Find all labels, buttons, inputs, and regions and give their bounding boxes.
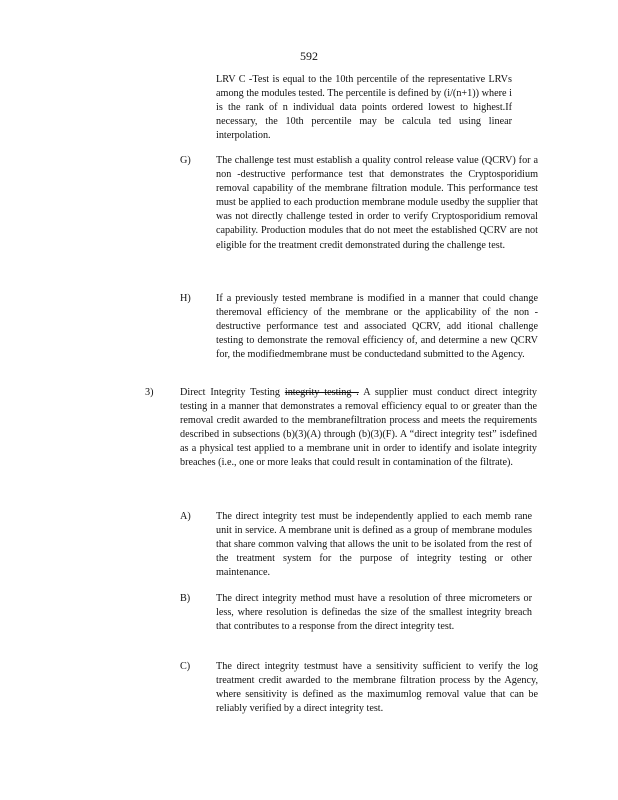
item-c-label: C) <box>180 661 191 672</box>
section-3-paragraph <box>180 386 537 471</box>
item-a-text: The direct integrity test must be independently applied to each memb rane unit in service. A membrane unit is defined as a group of membrane modules that share common valving that allows the unit to be isolated from the rest of the treatment system for the purpose of integrity testing or other maintenance. <box>216 511 532 579</box>
item-b-label: B) <box>180 593 191 604</box>
item-h-text: If a previously tested membrane is modified in a manner that could change theremoval efficiency of the membrane or the applicability of the non -destructive performance test and associated QCRV, add itional challenge testing to demonstrate the removal efficiency of, and determine a new QCRV for, the modifiedmembrane must be conductedand submitted to the Agency. <box>216 293 538 361</box>
item-h-label: H) <box>180 293 191 304</box>
item-a-label: A) <box>180 511 191 522</box>
page-number: 592 <box>300 49 318 63</box>
item-c-text: The direct integrity testmust have a sensitivity sufficient to verify the log treatment credit awarded to the membrane filtration process by the Agency, where sensitivity is defined as the maximumlog removal value that can be reliably verified by a direct integrity test. <box>216 661 538 715</box>
section-3-heading: Direct Integrity Testing <box>180 387 280 398</box>
section-3-struck-text: integrity testing . <box>284 387 359 398</box>
item-f-continuation-text: LRV C -Test is equal to the 10th percentile of the representative LRVs among the modules tested. The percentile is defined by (i/(n+1)) where i is the rank of n individual data points ordered lowest to highest.If necessary, the 10th percentile may be calcula ted using linear interpolation. <box>216 74 512 142</box>
section-3-text: A supplier must conduct direct integrity testing in a manner that demonstrates a removal efficiency equal to or greater than the removal credit awarded to the membranefiltration process and meets the requirements described in subsections (b)(3)(A) through (b)(3)(F). A “direct integrity test” isdefined as a physical test applied to a membrane unit in order to identify and isolate integrity breaches (i.e., one or more leaks that could result in contamination of the filtrate). <box>180 387 537 469</box>
item-g-label: G) <box>180 155 191 166</box>
item-g-text: The challenge test must establish a quality control release value (QCRV) for a non -destructive performance test that demonstrates the Cryptosporidium removal capability of the membrane filtration module. This performance test must be applied to each production membrane module usedby the supplier that was not directly challenge tested in order to verify Cryptosporidium removal capability. Production modules that do not meet the established QCRV are not eligible for the treatment credit demonstrated during the challenge test. <box>216 155 538 251</box>
item-b-text: The direct integrity method must have a resolution of three micrometers or less, where resolution is definedas the size of the smallest integrity breach that contributes to a response from the direct integrity test. <box>216 593 532 633</box>
item-f-continuation <box>216 73 512 143</box>
section-3-label: 3) <box>145 387 154 398</box>
